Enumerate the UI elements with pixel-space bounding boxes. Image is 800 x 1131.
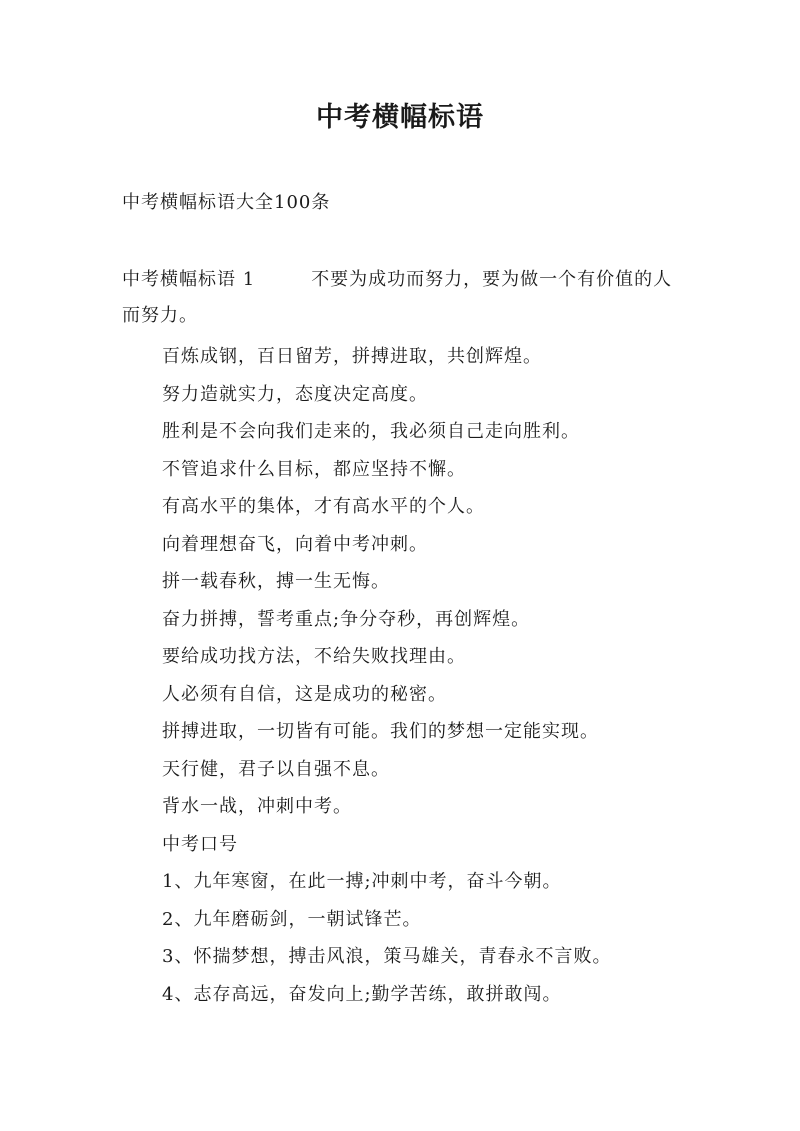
- intro-label: 中考横幅标语 1: [122, 269, 256, 290]
- page-title: 中考横幅标语: [316, 102, 484, 133]
- slogan-line: 人必须有自信，这是成功的秘密。: [162, 683, 447, 705]
- slogan-list: [162, 338, 682, 1013]
- slogan-line: 不管追求什么目标，都应坚持不懈。: [162, 458, 466, 480]
- slogan-line: 拼一载春秋，搏一生无悔。: [162, 571, 390, 592]
- section-heading: 中考口号: [162, 833, 238, 855]
- numbered-slogan: 3、怀揣梦想，搏击风浪，策马雄关，青春永不言败。: [162, 946, 612, 967]
- intro-text: 不要为成功而努力，要为做一个有价值的人而努力。: [122, 269, 673, 326]
- slogan-line: 胜利是不会向我们走来的，我必须自己走向胜利。: [162, 421, 580, 442]
- document-subtitle: 中考横幅标语大全100条: [122, 192, 331, 213]
- slogan-line: 背水一战，冲刺中考。: [162, 796, 352, 817]
- intro-paragraph: [122, 262, 682, 334]
- slogan-line: 要给成功找方法，不给失败找理由。: [162, 646, 466, 667]
- slogan-line: 天行健，君子以自强不息。: [162, 758, 390, 780]
- numbered-slogan: 4、志存高远，奋发向上;勤学苦练，敢拼敢闯。: [162, 983, 562, 1005]
- slogan-line: 有高水平的集体，才有高水平的个人。: [162, 496, 485, 517]
- slogan-line: 拼搏进取，一切皆有可能。我们的梦想一定能实现。: [162, 721, 599, 742]
- slogan-line: 努力造就实力，态度决定高度。: [162, 383, 428, 405]
- slogan-line: 向着理想奋飞，向着中考冲刺。: [162, 533, 428, 555]
- slogan-line: 百炼成钢，百日留芳，拼搏进取，共创辉煌。: [162, 346, 542, 367]
- numbered-slogan: 2、九年磨砺剑，一朝试锋芒。: [162, 908, 422, 930]
- numbered-slogan: 1、九年寒窗，在此一搏;冲刺中考，奋斗今朝。: [162, 871, 562, 892]
- slogan-line: 奋力拼搏，誓考重点;争分夺秒，再创辉煌。: [162, 608, 531, 630]
